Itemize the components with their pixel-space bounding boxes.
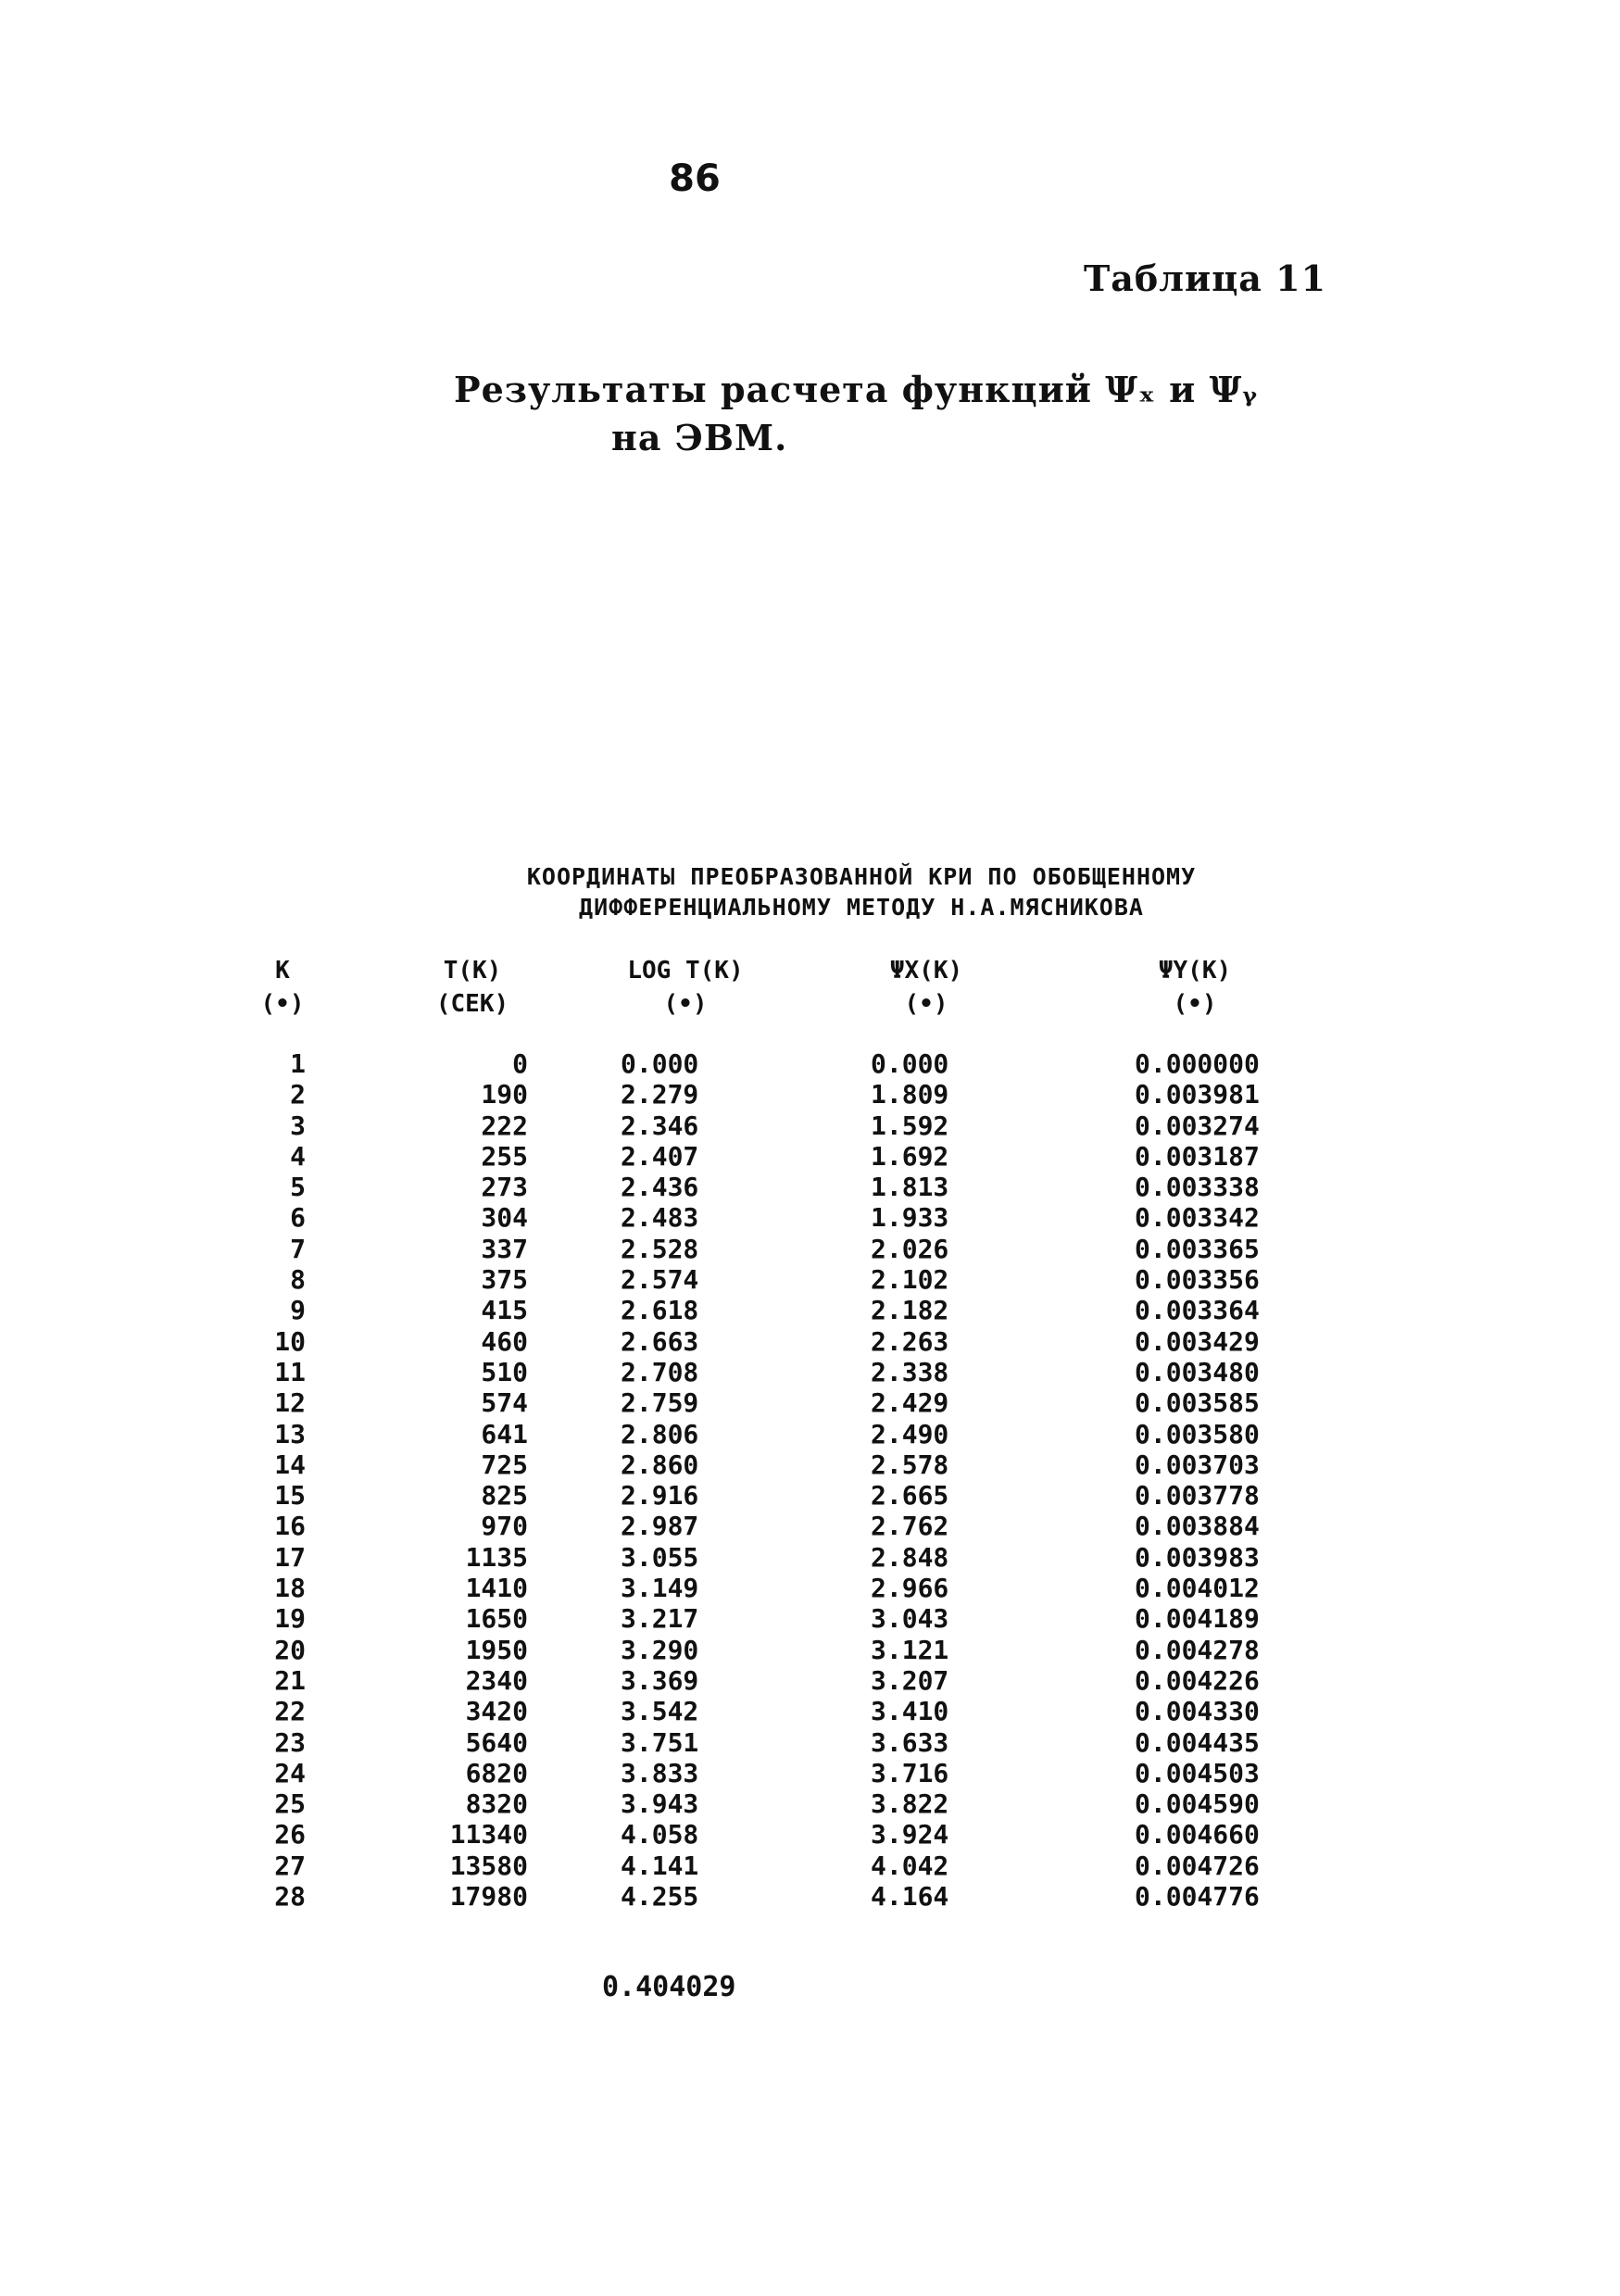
cell-k: 27: [274, 1850, 306, 1881]
cell-t: 375: [481, 1264, 528, 1296]
cell-psi-x: 2.848: [871, 1541, 949, 1573]
table-body: [0, 1048, 1620, 1912]
cell-log-t: 2.759: [621, 1387, 699, 1419]
cell-k: 9: [290, 1295, 306, 1326]
cell-log-t: 2.860: [621, 1449, 699, 1480]
cell-psi-x: 1.813: [871, 1172, 949, 1203]
table-row: [0, 1788, 1620, 1819]
cell-k: 20: [274, 1634, 306, 1665]
header-psiy-name: ΨY(K): [1158, 957, 1232, 985]
cell-psi-x: 2.338: [871, 1356, 949, 1387]
cell-t: 574: [481, 1387, 528, 1419]
cell-psi-x: 2.429: [871, 1387, 949, 1419]
header-log-unit: (•): [663, 990, 708, 1018]
cell-log-t: 3.833: [621, 1757, 699, 1788]
cell-psi-y: 0.003342: [1135, 1202, 1260, 1234]
table-row: [0, 1542, 1620, 1573]
table-row: [0, 1419, 1620, 1449]
cell-k: 5: [290, 1172, 306, 1203]
header-k-name: K: [275, 957, 290, 985]
cell-psi-x: 1.592: [871, 1110, 949, 1141]
cell-psi-x: 3.716: [871, 1757, 949, 1788]
cell-psi-y: 0.003585: [1135, 1387, 1260, 1419]
cell-t: 255: [481, 1140, 528, 1172]
cell-psi-y: 0.003429: [1135, 1325, 1260, 1357]
cell-t: 510: [481, 1356, 528, 1387]
cell-k: 15: [274, 1480, 306, 1512]
cell-psi-y: 0.004776: [1135, 1881, 1260, 1913]
cell-psi-x: 2.102: [871, 1264, 949, 1296]
cell-psi-y: 0.004189: [1135, 1603, 1260, 1635]
cell-k: 19: [274, 1603, 306, 1635]
cell-psi-x: 3.822: [871, 1788, 949, 1820]
cell-psi-y: 0.004503: [1135, 1757, 1260, 1788]
cell-k: 22: [274, 1696, 306, 1727]
cell-k: 17: [274, 1541, 306, 1573]
table-row: [0, 1326, 1620, 1357]
cell-log-t: 2.708: [621, 1356, 699, 1387]
cell-psi-y: 0.003884: [1135, 1511, 1260, 1542]
table-row: [0, 1758, 1620, 1788]
cell-psi-y: 0.004590: [1135, 1788, 1260, 1820]
cell-psi-x: 3.633: [871, 1726, 949, 1758]
cell-psi-y: 0.003983: [1135, 1541, 1260, 1573]
cell-log-t: 3.290: [621, 1634, 699, 1665]
cell-log-t: 2.346: [621, 1110, 699, 1141]
cell-psi-x: 4.042: [871, 1850, 949, 1881]
cell-t: 1135: [465, 1541, 528, 1573]
cell-k: 3: [290, 1110, 306, 1141]
cell-psi-x: 2.578: [871, 1449, 949, 1480]
table-caption: [454, 366, 1287, 462]
cell-t: 1950: [465, 1634, 528, 1665]
cell-psi-y: 0.000000: [1135, 1048, 1260, 1079]
cell-psi-x: 2.762: [871, 1511, 949, 1542]
table-row: [0, 1511, 1620, 1541]
cell-psi-y: 0.004726: [1135, 1850, 1260, 1881]
cell-k: 16: [274, 1511, 306, 1542]
cell-psi-y: 0.003703: [1135, 1449, 1260, 1480]
cell-psi-x: 2.665: [871, 1480, 949, 1512]
cell-psi-x: 3.410: [871, 1696, 949, 1727]
cell-psi-y: 0.004435: [1135, 1726, 1260, 1758]
printout-title: [389, 861, 1334, 922]
cell-k: 7: [290, 1233, 306, 1264]
cell-psi-x: 1.692: [871, 1140, 949, 1172]
cell-t: 415: [481, 1295, 528, 1326]
cell-t: 11340: [449, 1819, 528, 1851]
table-row: [0, 1110, 1620, 1141]
cell-k: 12: [274, 1387, 306, 1419]
cell-psi-y: 0.003480: [1135, 1356, 1260, 1387]
table-row: [0, 1141, 1620, 1172]
table-row: [0, 1696, 1620, 1726]
cell-psi-y: 0.003364: [1135, 1295, 1260, 1326]
header-log-name: LOG T(K): [627, 957, 744, 985]
table-header: [0, 954, 1620, 1028]
cell-k: 26: [274, 1819, 306, 1851]
header-psiy: [1111, 954, 1278, 1021]
printout-title-line-2: ДИФФЕРЕНЦИАЛЬНОМУ МЕТОДУ Н.А.МЯСНИКОВА: [579, 894, 1144, 921]
cell-log-t: 3.751: [621, 1726, 699, 1758]
table-row: [0, 1449, 1620, 1480]
header-t-name: T(K): [443, 957, 502, 985]
cell-psi-x: 3.121: [871, 1634, 949, 1665]
table-row: [0, 1234, 1620, 1264]
table-row: [0, 1357, 1620, 1387]
table-row: [0, 1387, 1620, 1418]
header-psix-name: ΨX(K): [889, 957, 963, 985]
cell-psi-x: 2.490: [871, 1418, 949, 1449]
cell-k: 10: [274, 1325, 306, 1357]
cell-log-t: 3.943: [621, 1788, 699, 1820]
cell-k: 14: [274, 1449, 306, 1480]
table-row: [0, 1881, 1620, 1912]
cell-psi-x: 2.182: [871, 1295, 949, 1326]
cell-t: 1650: [465, 1603, 528, 1635]
header-psiy-unit: (•): [1173, 990, 1217, 1018]
printout-title-line-1: КООРДИНАТЫ ПРЕОБРАЗОВАННОЙ КРИ ПО ОБОБЩЕННОМУ: [526, 863, 1197, 890]
cell-psi-y: 0.003981: [1135, 1079, 1260, 1110]
cell-psi-y: 0.004330: [1135, 1696, 1260, 1727]
header-psix: [852, 954, 1000, 1021]
cell-psi-x: 3.043: [871, 1603, 949, 1635]
cell-t: 970: [481, 1511, 528, 1542]
table-row: [0, 1202, 1620, 1233]
cell-log-t: 3.542: [621, 1696, 699, 1727]
cell-t: 222: [481, 1110, 528, 1141]
cell-psi-y: 0.003580: [1135, 1418, 1260, 1449]
cell-psi-x: 2.026: [871, 1233, 949, 1264]
cell-k: 24: [274, 1757, 306, 1788]
cell-log-t: 0.000: [621, 1048, 699, 1079]
cell-psi-x: 3.207: [871, 1664, 949, 1696]
cell-k: 11: [274, 1356, 306, 1387]
cell-k: 13: [274, 1418, 306, 1449]
cell-t: 1410: [465, 1573, 528, 1604]
cell-t: 2340: [465, 1664, 528, 1696]
cell-t: 273: [481, 1172, 528, 1203]
cell-psi-x: 1.809: [871, 1079, 949, 1110]
cell-log-t: 2.574: [621, 1264, 699, 1296]
cell-log-t: 3.149: [621, 1573, 699, 1604]
cell-t: 725: [481, 1449, 528, 1480]
footer-value: 0.404029: [602, 1971, 736, 2003]
table-row: [0, 1819, 1620, 1850]
cell-psi-y: 0.003338: [1135, 1172, 1260, 1203]
header-k-unit: (•): [260, 990, 305, 1018]
cell-psi-x: 3.924: [871, 1819, 949, 1851]
header-k: [250, 954, 315, 1021]
table-row: [0, 1727, 1620, 1758]
table-row: [0, 1079, 1620, 1110]
cell-log-t: 4.141: [621, 1850, 699, 1881]
cell-log-t: 2.806: [621, 1418, 699, 1449]
cell-t: 304: [481, 1202, 528, 1234]
table-row: [0, 1573, 1620, 1603]
cell-t: 825: [481, 1480, 528, 1512]
table-label: Таблица 11: [1084, 257, 1327, 299]
cell-log-t: 2.916: [621, 1480, 699, 1512]
cell-psi-y: 0.003778: [1135, 1480, 1260, 1512]
cell-k: 28: [274, 1881, 306, 1913]
table-row: [0, 1295, 1620, 1325]
cell-k: 21: [274, 1664, 306, 1696]
cell-log-t: 4.255: [621, 1881, 699, 1913]
cell-t: 641: [481, 1418, 528, 1449]
table-row: [0, 1172, 1620, 1202]
table-row: [0, 1048, 1620, 1079]
cell-psi-y: 0.003356: [1135, 1264, 1260, 1296]
caption-line-1: Результаты расчета функций Ψₓ и Ψᵧ: [454, 369, 1259, 410]
cell-psi-y: 0.003365: [1135, 1233, 1260, 1264]
cell-t: 3420: [465, 1696, 528, 1727]
cell-psi-y: 0.004278: [1135, 1634, 1260, 1665]
cell-log-t: 2.436: [621, 1172, 699, 1203]
cell-t: 460: [481, 1325, 528, 1357]
cell-k: 18: [274, 1573, 306, 1604]
cell-psi-x: 1.933: [871, 1202, 949, 1234]
table-row: [0, 1264, 1620, 1295]
cell-log-t: 3.369: [621, 1664, 699, 1696]
table-row: [0, 1635, 1620, 1665]
cell-psi-y: 0.004226: [1135, 1664, 1260, 1696]
cell-log-t: 2.987: [621, 1511, 699, 1542]
header-psix-unit: (•): [904, 990, 948, 1018]
cell-t: 13580: [449, 1850, 528, 1881]
page-number: 86: [669, 157, 721, 200]
cell-t: 6820: [465, 1757, 528, 1788]
cell-log-t: 2.483: [621, 1202, 699, 1234]
cell-t: 337: [481, 1233, 528, 1264]
cell-psi-x: 2.966: [871, 1573, 949, 1604]
table-row: [0, 1480, 1620, 1511]
cell-log-t: 4.058: [621, 1819, 699, 1851]
cell-t: 17980: [449, 1881, 528, 1913]
cell-psi-x: 4.164: [871, 1881, 949, 1913]
cell-k: 1: [290, 1048, 306, 1079]
table-row: [0, 1603, 1620, 1634]
cell-k: 4: [290, 1140, 306, 1172]
cell-psi-x: 2.263: [871, 1325, 949, 1357]
cell-psi-x: 0.000: [871, 1048, 949, 1079]
cell-psi-y: 0.004012: [1135, 1573, 1260, 1604]
cell-log-t: 2.618: [621, 1295, 699, 1326]
cell-log-t: 3.217: [621, 1603, 699, 1635]
cell-psi-y: 0.004660: [1135, 1819, 1260, 1851]
cell-t: 190: [481, 1079, 528, 1110]
cell-t: 0: [512, 1048, 528, 1079]
cell-log-t: 2.528: [621, 1233, 699, 1264]
cell-psi-y: 0.003187: [1135, 1140, 1260, 1172]
header-log: [602, 954, 769, 1021]
cell-psi-y: 0.003274: [1135, 1110, 1260, 1141]
cell-k: 8: [290, 1264, 306, 1296]
cell-k: 25: [274, 1788, 306, 1820]
cell-k: 6: [290, 1202, 306, 1234]
header-t: [408, 954, 537, 1021]
table-row: [0, 1665, 1620, 1696]
table-row: [0, 1851, 1620, 1881]
cell-log-t: 3.055: [621, 1541, 699, 1573]
cell-t: 8320: [465, 1788, 528, 1820]
cell-k: 2: [290, 1079, 306, 1110]
cell-log-t: 2.407: [621, 1140, 699, 1172]
cell-k: 23: [274, 1726, 306, 1758]
cell-t: 5640: [465, 1726, 528, 1758]
cell-log-t: 2.663: [621, 1325, 699, 1357]
cell-log-t: 2.279: [621, 1079, 699, 1110]
caption-line-2: на ЭВМ.: [611, 417, 788, 458]
header-t-unit: (СЕК): [435, 990, 509, 1018]
